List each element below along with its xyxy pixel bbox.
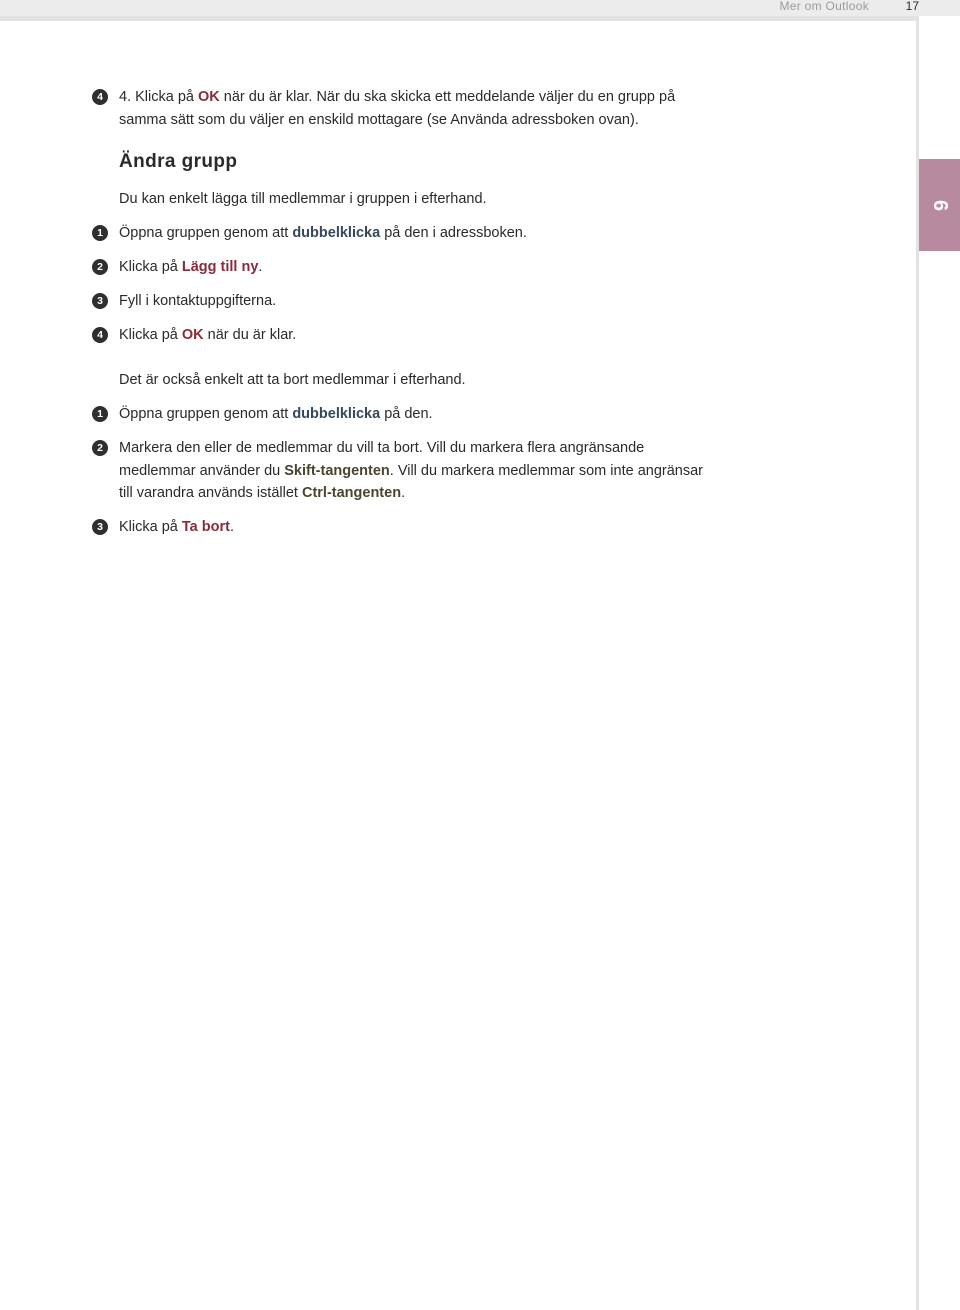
intro-paragraph: Det är också enkelt att ta bort medlemmar i efterhand. bbox=[119, 372, 466, 388]
step-text: Öppna gruppen genom att dubbelklicka på den. bbox=[119, 406, 433, 422]
key-name: Skift-tangenten bbox=[284, 462, 390, 479]
running-header-section: Mer om Outlook bbox=[779, 0, 869, 13]
step-text: Markera den eller de medlemmar du vill ta bort. Vill du markera flera angränsande medlemmar använder du Skift-tangenten. Vill du markera medlemmar som inte angränsar till varandra används istället Ctrl-tangenten. bbox=[119, 440, 703, 501]
step-number: 1 bbox=[92, 406, 108, 422]
step-number: 3 bbox=[92, 519, 108, 535]
step-text: Öppna gruppen genom att dubbelklicka på den i adressboken. bbox=[119, 225, 527, 241]
step-text: Klicka på OK när du är klar. bbox=[119, 327, 297, 343]
step-number: 4 bbox=[92, 89, 108, 105]
step-text: Klicka på Ta bort. bbox=[119, 519, 234, 535]
ok-label: OK bbox=[198, 89, 220, 105]
chapter-tab bbox=[919, 159, 960, 251]
header-rule bbox=[0, 16, 918, 21]
intro-paragraph: Du kan enkelt lägga till medlemmar i gruppen i efterhand. bbox=[119, 191, 487, 207]
ok-label: OK bbox=[181, 327, 204, 343]
step-number: 3 bbox=[92, 293, 108, 309]
button-label: Ta bort bbox=[181, 519, 230, 535]
step-number: 4 bbox=[92, 327, 108, 343]
action-keyword: dubbelklicka bbox=[292, 406, 381, 422]
section-heading: Ändra grupp bbox=[119, 151, 238, 172]
step-text: 4. Klicka på OK när du är klar. När du ska skicka ett meddelande väljer du en grupp på samma sätt som du väljer en enskild mottagare (se Använda adressboken ovan). bbox=[119, 89, 676, 128]
action-keyword: dubbelklicka bbox=[292, 225, 381, 241]
step-text: Klicka på Lägg till ny. bbox=[119, 259, 263, 275]
button-label: Lägg till ny bbox=[181, 259, 259, 275]
chapter-number: 6 bbox=[929, 199, 951, 211]
step-text: Fyll i kontaktuppgifterna. bbox=[119, 293, 277, 309]
step-number: 1 bbox=[92, 225, 108, 241]
page-number: 17 bbox=[905, 0, 919, 13]
step-number: 2 bbox=[92, 259, 108, 275]
step-number: 2 bbox=[92, 440, 108, 456]
key-name: Ctrl-tangenten bbox=[301, 485, 402, 501]
